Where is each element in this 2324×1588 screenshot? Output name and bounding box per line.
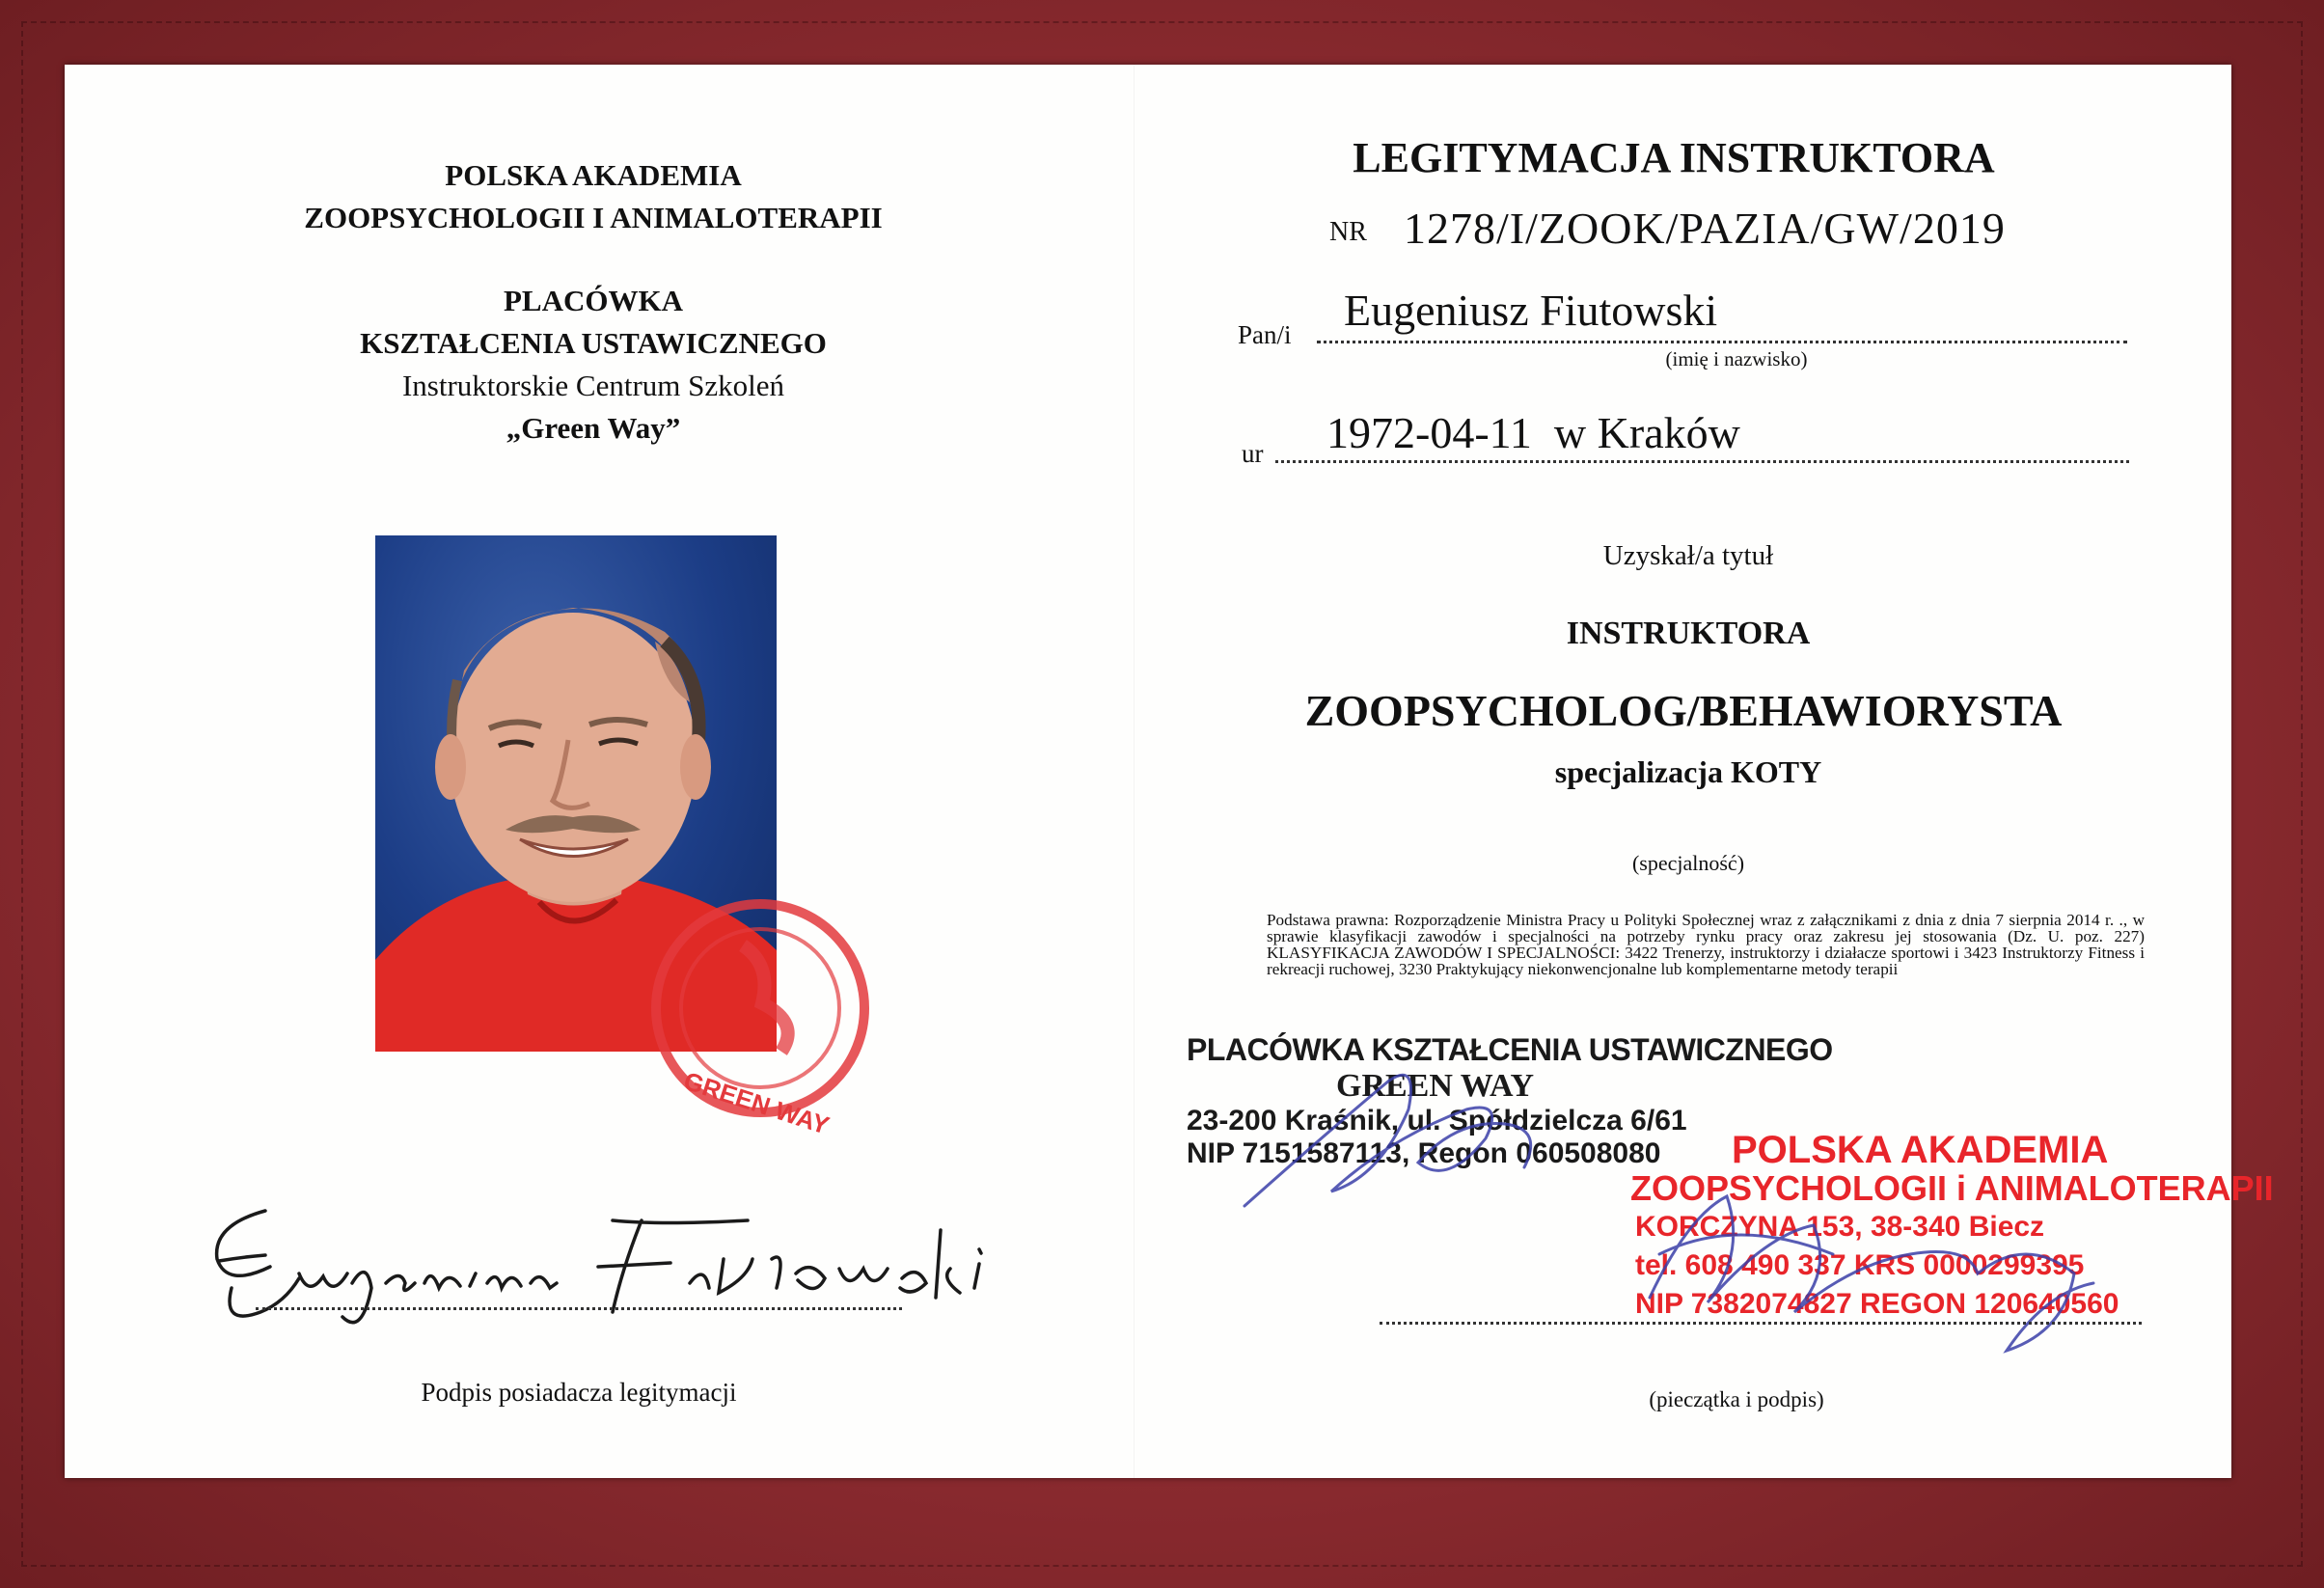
stamp-caption: (pieczątka i podpis)	[1649, 1387, 1824, 1411]
facility-name: Instruktorskie Centrum Szkoleń	[401, 369, 785, 402]
academy-stamp-line-2: ZOOPSYCHOLOGII i ANIMALOTERAPII	[1630, 1168, 2274, 1208]
facility-brand: „Green Way”	[506, 411, 681, 445]
academy-stamp	[1630, 1131, 2274, 1324]
academy-stamp-line-5: NIP 7382074827 REGON 120640560	[1635, 1288, 2119, 1320]
document-title: LEGITYMACJA INSTRUKTORA	[1353, 134, 1995, 181]
academy-stamp-line-1: POLSKA AKADEMIA	[1732, 1129, 2109, 1171]
signature-line	[256, 1307, 902, 1310]
name-line	[1317, 341, 2127, 343]
facility-stamp-line-2: GREEN WAY	[1336, 1068, 1535, 1104]
birth-label: ur	[1242, 439, 1264, 468]
legal-basis: Podstawa prawna: Rozporządzenie Ministra Pracy u Polityki Społecznej wraz z załącznikami z dnia z dnia 7 sierpnia 2014 r. ., w sprawie klasyfikacji zawodów i specjalności na potrzeby rynku pracy oraz zakresu jej stosowania (Dz. U. poz. 227) KLASYFIKACJA ZAWODÓW I SPECJALNOŚCI: 3422 Trenerzy, instruktorzy i działacze sportowi i 3423 Instruktorzy Fitness i rekreacji ruchowej, 3230 Praktykujący niekonwencjonalne lub komplementarne metody terapii	[1267, 911, 2145, 978]
academy-stamp-line-3: KORCZYNA 153, 38-340 Biecz	[1635, 1211, 2045, 1243]
facility-title-2: KSZTAŁCENIA USTAWICZNEGO	[360, 326, 827, 360]
stamp-signature-line	[1380, 1322, 2142, 1325]
birth-value: 1972-04-11 w Kraków	[1326, 408, 1740, 457]
facility-block	[145, 280, 1042, 450]
birth-line	[1275, 460, 2129, 463]
facility-stamp-line-4: NIP 7151587113, Regon 060508080	[1187, 1137, 1661, 1169]
portrait-illustration	[375, 535, 777, 1052]
profession: ZOOPSYCHOLOG/BEHAWIORYSTA	[1304, 686, 2063, 735]
specialization: specjalizacja KOTY	[1554, 754, 1822, 789]
page-fold	[1134, 65, 1135, 1478]
institution-line-1: POLSKA AKADEMIA	[445, 158, 742, 192]
holder-signature	[207, 1191, 1037, 1346]
seal-text: GREEN WAY	[680, 1065, 834, 1140]
name-caption: (imię i nazwisko)	[1665, 347, 1808, 370]
obtained-text: Uzyskał/a tytuł	[1602, 540, 1774, 571]
institution-line-2: ZOOPSYCHOLOGII I ANIMALOTERAPII	[304, 201, 883, 234]
number-label: NR	[1329, 217, 1367, 247]
facility-stamp-line-1: PLACÓWKA KSZTAŁCENIA USTAWICZNEGO	[1187, 1032, 1833, 1067]
number-value: 1278/I/ZOOK/PAZIA/GW/2019	[1404, 204, 2006, 253]
holder-photo	[375, 535, 777, 1052]
academy-stamp-line-4: tel. 608 490 337 KRS 0000299395	[1635, 1249, 2085, 1281]
name-value: Eugeniusz Fiutowski	[1344, 286, 1718, 335]
signature-caption: Podpis posiadacza legitymacji	[421, 1378, 737, 1407]
facility-stamp-line-3: 23-200 Kraśnik, ul. Spółdzielcza 6/61	[1187, 1105, 1687, 1136]
title-level: INSTRUKTORA	[1566, 616, 1811, 651]
name-label: Pan/i	[1238, 320, 1292, 349]
institution-heading	[145, 154, 1042, 239]
specialization-caption: (specjalność)	[1631, 851, 1745, 875]
facility-title-1: PLACÓWKA	[504, 284, 683, 317]
